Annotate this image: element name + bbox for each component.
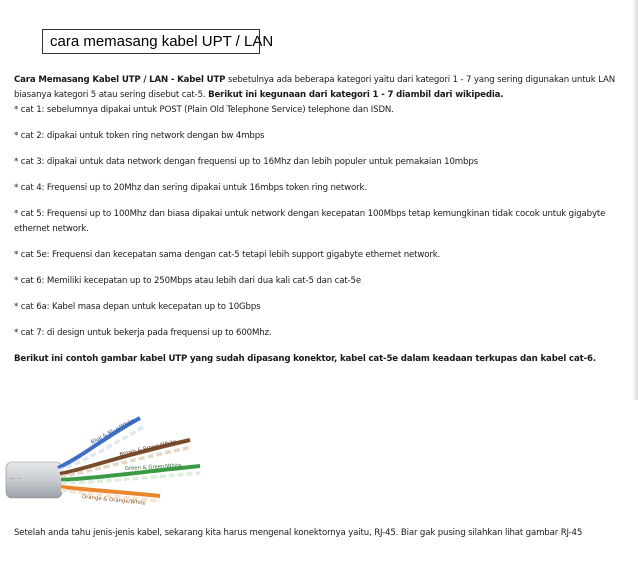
list-item-cat7: * cat 7: di design untuk bekerja pada frequensi up to 600Mhz. bbox=[14, 328, 272, 338]
list-item-cat3: * cat 3: dipakai untuk data network dengan frequensi up to 16Mhz dan lebih populer untuk pemakaian 10mbps bbox=[14, 157, 478, 167]
intro-text: sebetulnya ada beberapa kategori yaitu dari kategori 1 - 7 yang sering digunakan untuk LAN biasanya kategori 5 atau sering disebut cat-5. bbox=[14, 75, 615, 100]
list-item-cat4: * cat 4: Frequensi up to 20Mhz dan sering dipakai untuk 16mbps token ring network. bbox=[14, 183, 367, 193]
list-item-cat6a: * cat 6a: Kabel masa depan untuk kecepatan up to 10Gbps bbox=[14, 302, 261, 312]
closing-paragraph: Berikut ini contoh gambar kabel UTP yang sudah dipasang konektor, kabel cat-5e dalam keadaan terkupas dan kabel cat-6. bbox=[14, 354, 596, 364]
intro-bold-tail: Berikut ini kegunaan dari kategori 1 - 7 diambil dari wikipedia. bbox=[208, 90, 504, 100]
svg-text:–·· –·: –·· –· bbox=[10, 476, 22, 482]
page-title: cara memasang kabel UPT / LAN bbox=[42, 29, 260, 54]
list-item-cat5e: * cat 5e: Frequensi dan kecepatan sama dengan cat-5 tetapi lebih support gigabyte ethernet network. bbox=[14, 250, 441, 260]
article-body bbox=[14, 73, 626, 367]
blue-wire-label: Blue & Blue/White bbox=[90, 417, 136, 446]
orange-wire-label: Orange & Orange/White bbox=[81, 494, 146, 507]
intro-bold-lead: Cara Memasang Kabel UTP / LAN - Kabel UTP bbox=[14, 75, 226, 85]
list-item-cat5: * cat 5: Frequensi up to 100Mhz dan biasa dipakai untuk network dengan kecepatan 100Mbps tetap kemungkinan tidak cocok untuk gigabyte ethernet network. bbox=[14, 209, 606, 234]
green-wire-label: Green & Green/White bbox=[124, 463, 182, 472]
footer-paragraph: Setelah anda tahu jenis-jenis kabel, sekarang kita harus mengenal konektornya yaitu, RJ-45. Biar gak pusing silahkan lihat gambar RJ-45 bbox=[14, 528, 583, 538]
brown-wire-label: Brown & Brown/White bbox=[119, 439, 177, 458]
page-edge-shadow bbox=[632, 0, 638, 400]
intro-paragraph bbox=[14, 73, 626, 103]
list-item-cat1: * cat 1: sebelumnya dipakai untuk POST (Plain Old Telephone Service) telephone dan ISDN. bbox=[14, 105, 394, 115]
utp-cable-image bbox=[0, 400, 215, 508]
list-item-cat6: * cat 6: Memiliki kecepatan up to 250Mbps atau lebih dari dua kali cat-5 dan cat-5e bbox=[14, 276, 361, 286]
list-item-cat2: * cat 2: dipakai untuk token ring network dengan bw 4mbps bbox=[14, 131, 265, 141]
